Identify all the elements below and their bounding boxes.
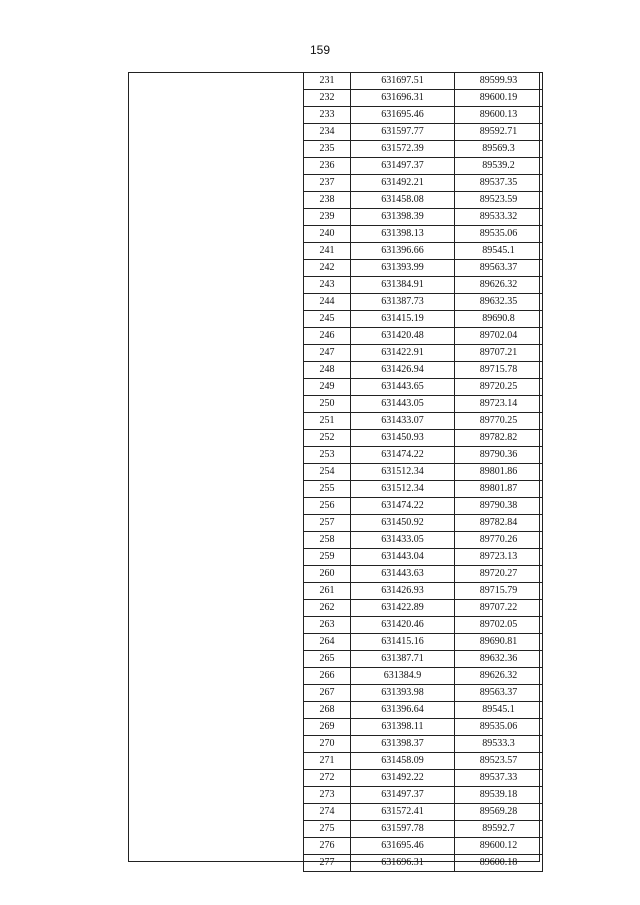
x-coordinate-cell: 631572.39 xyxy=(351,141,455,158)
x-coordinate-cell: 631387.71 xyxy=(351,651,455,668)
x-coordinate-cell: 631450.92 xyxy=(351,515,455,532)
x-coordinate-cell: 631492.22 xyxy=(351,770,455,787)
x-coordinate-cell: 631512.34 xyxy=(351,481,455,498)
table-row xyxy=(304,124,543,141)
x-coordinate-cell: 631420.48 xyxy=(351,328,455,345)
table-row xyxy=(304,787,543,804)
point-number-cell: 243 xyxy=(304,277,351,294)
y-coordinate-cell: 89545.1 xyxy=(455,702,543,719)
y-coordinate-cell: 89537.35 xyxy=(455,175,543,192)
table-row xyxy=(304,413,543,430)
point-number-cell: 267 xyxy=(304,685,351,702)
point-number-cell: 239 xyxy=(304,209,351,226)
point-number-cell: 242 xyxy=(304,260,351,277)
table-row xyxy=(304,668,543,685)
point-number-cell: 253 xyxy=(304,447,351,464)
point-number-cell: 241 xyxy=(304,243,351,260)
y-coordinate-cell: 89569.3 xyxy=(455,141,543,158)
x-coordinate-cell: 631433.07 xyxy=(351,413,455,430)
y-coordinate-cell: 89801.87 xyxy=(455,481,543,498)
table-row xyxy=(304,311,543,328)
x-coordinate-cell: 631697.51 xyxy=(351,73,455,90)
point-number-cell: 244 xyxy=(304,294,351,311)
point-number-cell: 270 xyxy=(304,736,351,753)
point-number-cell: 248 xyxy=(304,362,351,379)
y-coordinate-cell: 89720.25 xyxy=(455,379,543,396)
point-number-cell: 238 xyxy=(304,192,351,209)
point-number-cell: 256 xyxy=(304,498,351,515)
point-number-cell: 259 xyxy=(304,549,351,566)
y-coordinate-cell: 89723.14 xyxy=(455,396,543,413)
x-coordinate-cell: 631422.89 xyxy=(351,600,455,617)
table-row xyxy=(304,447,543,464)
x-coordinate-cell: 631695.46 xyxy=(351,838,455,855)
point-number-cell: 249 xyxy=(304,379,351,396)
point-number-cell: 266 xyxy=(304,668,351,685)
point-number-cell: 269 xyxy=(304,719,351,736)
point-number-cell: 265 xyxy=(304,651,351,668)
x-coordinate-cell: 631450.93 xyxy=(351,430,455,447)
y-coordinate-cell: 89535.06 xyxy=(455,226,543,243)
y-coordinate-cell: 89533.32 xyxy=(455,209,543,226)
y-coordinate-cell: 89600.13 xyxy=(455,107,543,124)
y-coordinate-cell: 89632.35 xyxy=(455,294,543,311)
x-coordinate-cell: 631426.94 xyxy=(351,362,455,379)
y-coordinate-cell: 89563.37 xyxy=(455,260,543,277)
point-number-cell: 261 xyxy=(304,583,351,600)
x-coordinate-cell: 631415.16 xyxy=(351,634,455,651)
x-coordinate-cell: 631458.09 xyxy=(351,753,455,770)
point-number-cell: 260 xyxy=(304,566,351,583)
point-number-cell: 276 xyxy=(304,838,351,855)
x-coordinate-cell: 631384.9 xyxy=(351,668,455,685)
table-row xyxy=(304,719,543,736)
x-coordinate-cell: 631696.31 xyxy=(351,90,455,107)
x-coordinate-cell: 631696.31 xyxy=(351,855,455,872)
x-coordinate-cell: 631398.37 xyxy=(351,736,455,753)
table-row xyxy=(304,481,543,498)
x-coordinate-cell: 631398.11 xyxy=(351,719,455,736)
y-coordinate-cell: 89535.06 xyxy=(455,719,543,736)
table-row xyxy=(304,600,543,617)
point-number-cell: 257 xyxy=(304,515,351,532)
table-row xyxy=(304,277,543,294)
x-coordinate-cell: 631572.41 xyxy=(351,804,455,821)
table-row xyxy=(304,192,543,209)
table-row xyxy=(304,158,543,175)
table-row xyxy=(304,617,543,634)
y-coordinate-cell: 89790.38 xyxy=(455,498,543,515)
coordinates-table xyxy=(303,72,543,872)
point-number-cell: 250 xyxy=(304,396,351,413)
point-number-cell: 247 xyxy=(304,345,351,362)
table-row xyxy=(304,243,543,260)
table-row xyxy=(304,753,543,770)
x-coordinate-cell: 631474.22 xyxy=(351,447,455,464)
table-row xyxy=(304,736,543,753)
x-coordinate-cell: 631497.37 xyxy=(351,158,455,175)
table-row xyxy=(304,141,543,158)
x-coordinate-cell: 631458.08 xyxy=(351,192,455,209)
point-number-cell: 268 xyxy=(304,702,351,719)
x-coordinate-cell: 631398.39 xyxy=(351,209,455,226)
y-coordinate-cell: 89770.26 xyxy=(455,532,543,549)
x-coordinate-cell: 631393.99 xyxy=(351,260,455,277)
point-number-cell: 254 xyxy=(304,464,351,481)
point-number-cell: 231 xyxy=(304,73,351,90)
point-number-cell: 274 xyxy=(304,804,351,821)
point-number-cell: 263 xyxy=(304,617,351,634)
table-row xyxy=(304,345,543,362)
y-coordinate-cell: 89523.57 xyxy=(455,753,543,770)
x-coordinate-cell: 631396.64 xyxy=(351,702,455,719)
x-coordinate-cell: 631393.98 xyxy=(351,685,455,702)
x-coordinate-cell: 631433.05 xyxy=(351,532,455,549)
table-row xyxy=(304,770,543,787)
point-number-cell: 252 xyxy=(304,430,351,447)
x-coordinate-cell: 631443.05 xyxy=(351,396,455,413)
y-coordinate-cell: 89770.25 xyxy=(455,413,543,430)
y-coordinate-cell: 89790.36 xyxy=(455,447,543,464)
table-row xyxy=(304,685,543,702)
y-coordinate-cell: 89600.19 xyxy=(455,90,543,107)
table-row xyxy=(304,396,543,413)
y-coordinate-cell: 89600.18 xyxy=(455,855,543,872)
x-coordinate-cell: 631492.21 xyxy=(351,175,455,192)
point-number-cell: 236 xyxy=(304,158,351,175)
table-row xyxy=(304,583,543,600)
y-coordinate-cell: 89537.33 xyxy=(455,770,543,787)
x-coordinate-cell: 631695.46 xyxy=(351,107,455,124)
table-row xyxy=(304,90,543,107)
table-row xyxy=(304,549,543,566)
y-coordinate-cell: 89545.1 xyxy=(455,243,543,260)
y-coordinate-cell: 89801.86 xyxy=(455,464,543,481)
point-number-cell: 237 xyxy=(304,175,351,192)
point-number-cell: 245 xyxy=(304,311,351,328)
x-coordinate-cell: 631398.13 xyxy=(351,226,455,243)
x-coordinate-cell: 631415.19 xyxy=(351,311,455,328)
table-row xyxy=(304,821,543,838)
table-row xyxy=(304,804,543,821)
y-coordinate-cell: 89707.22 xyxy=(455,600,543,617)
y-coordinate-cell: 89569.28 xyxy=(455,804,543,821)
table-row xyxy=(304,209,543,226)
table-row xyxy=(304,226,543,243)
x-coordinate-cell: 631422.91 xyxy=(351,345,455,362)
point-number-cell: 234 xyxy=(304,124,351,141)
point-number-cell: 277 xyxy=(304,855,351,872)
x-coordinate-cell: 631597.78 xyxy=(351,821,455,838)
x-coordinate-cell: 631443.04 xyxy=(351,549,455,566)
point-number-cell: 235 xyxy=(304,141,351,158)
table-row xyxy=(304,328,543,345)
point-number-cell: 246 xyxy=(304,328,351,345)
table-row xyxy=(304,838,543,855)
table-row xyxy=(304,107,543,124)
table-row xyxy=(304,498,543,515)
y-coordinate-cell: 89702.05 xyxy=(455,617,543,634)
table-row xyxy=(304,362,543,379)
table-row xyxy=(304,855,543,872)
y-coordinate-cell: 89599.93 xyxy=(455,73,543,90)
page-number: 159 xyxy=(309,43,331,57)
y-coordinate-cell: 89539.18 xyxy=(455,787,543,804)
point-number-cell: 262 xyxy=(304,600,351,617)
y-coordinate-cell: 89782.82 xyxy=(455,430,543,447)
point-number-cell: 232 xyxy=(304,90,351,107)
table-row xyxy=(304,651,543,668)
point-number-cell: 275 xyxy=(304,821,351,838)
y-coordinate-cell: 89702.04 xyxy=(455,328,543,345)
table-row xyxy=(304,260,543,277)
point-number-cell: 258 xyxy=(304,532,351,549)
table-row xyxy=(304,464,543,481)
table-row xyxy=(304,566,543,583)
x-coordinate-cell: 631443.63 xyxy=(351,566,455,583)
point-number-cell: 264 xyxy=(304,634,351,651)
point-number-cell: 251 xyxy=(304,413,351,430)
y-coordinate-cell: 89782.84 xyxy=(455,515,543,532)
x-coordinate-cell: 631597.77 xyxy=(351,124,455,141)
point-number-cell: 271 xyxy=(304,753,351,770)
y-coordinate-cell: 89707.21 xyxy=(455,345,543,362)
y-coordinate-cell: 89715.78 xyxy=(455,362,543,379)
table-row xyxy=(304,73,543,90)
y-coordinate-cell: 89592.7 xyxy=(455,821,543,838)
point-number-cell: 273 xyxy=(304,787,351,804)
table-row xyxy=(304,379,543,396)
y-coordinate-cell: 89690.8 xyxy=(455,311,543,328)
x-coordinate-cell: 631474.22 xyxy=(351,498,455,515)
x-coordinate-cell: 631396.66 xyxy=(351,243,455,260)
y-coordinate-cell: 89592.71 xyxy=(455,124,543,141)
y-coordinate-cell: 89626.32 xyxy=(455,668,543,685)
y-coordinate-cell: 89563.37 xyxy=(455,685,543,702)
y-coordinate-cell: 89690.81 xyxy=(455,634,543,651)
y-coordinate-cell: 89723.13 xyxy=(455,549,543,566)
point-number-cell: 272 xyxy=(304,770,351,787)
table-row xyxy=(304,532,543,549)
y-coordinate-cell: 89715.79 xyxy=(455,583,543,600)
table-row xyxy=(304,175,543,192)
y-coordinate-cell: 89523.59 xyxy=(455,192,543,209)
point-number-cell: 240 xyxy=(304,226,351,243)
table-row xyxy=(304,430,543,447)
x-coordinate-cell: 631426.93 xyxy=(351,583,455,600)
y-coordinate-cell: 89600.12 xyxy=(455,838,543,855)
table-row xyxy=(304,515,543,532)
table-row xyxy=(304,634,543,651)
y-coordinate-cell: 89720.27 xyxy=(455,566,543,583)
y-coordinate-cell: 89533.3 xyxy=(455,736,543,753)
table-row xyxy=(304,702,543,719)
x-coordinate-cell: 631420.46 xyxy=(351,617,455,634)
point-number-cell: 233 xyxy=(304,107,351,124)
y-coordinate-cell: 89632.36 xyxy=(455,651,543,668)
x-coordinate-cell: 631443.65 xyxy=(351,379,455,396)
x-coordinate-cell: 631497.37 xyxy=(351,787,455,804)
y-coordinate-cell: 89626.32 xyxy=(455,277,543,294)
x-coordinate-cell: 631387.73 xyxy=(351,294,455,311)
x-coordinate-cell: 631384.91 xyxy=(351,277,455,294)
y-coordinate-cell: 89539.2 xyxy=(455,158,543,175)
x-coordinate-cell: 631512.34 xyxy=(351,464,455,481)
table-row xyxy=(304,294,543,311)
point-number-cell: 255 xyxy=(304,481,351,498)
coordinates-table-body xyxy=(304,73,543,872)
